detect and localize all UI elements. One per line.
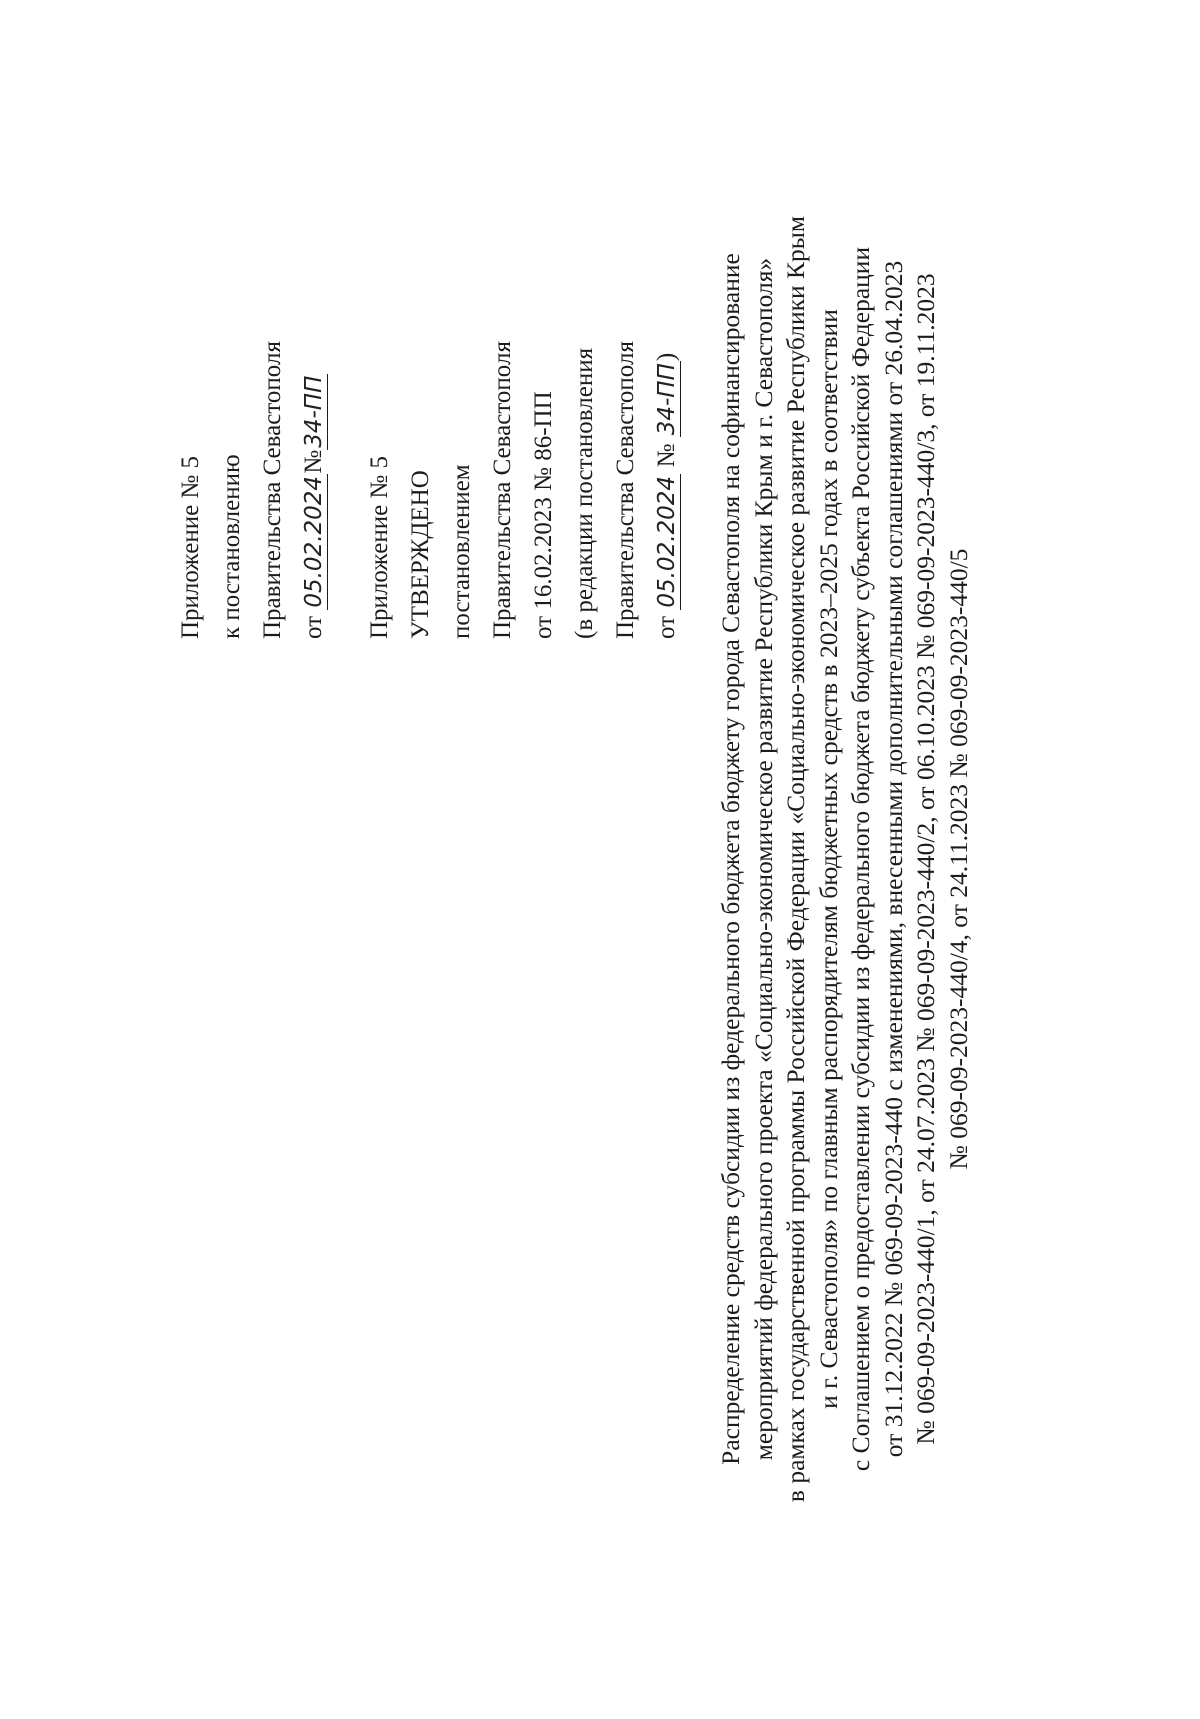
number-sign: № xyxy=(653,437,680,474)
title-line: мероприятий федерального проекта «Социально-экономическое развитие Республики Крым и г. Севастополя» xyxy=(748,257,778,1461)
revision-date-line xyxy=(646,119,687,639)
appendix-ref-line: к постановлению xyxy=(218,454,245,639)
number-sign: № xyxy=(300,449,327,474)
handwritten-number: 34-ПП xyxy=(654,363,680,436)
revision-issuer: Правительства Севастополя xyxy=(612,341,639,639)
appendix-issuer: Правительства Севастополя xyxy=(259,341,286,639)
original-resolution: от 16.02.2023 № 86-ПП xyxy=(530,391,557,639)
approved-appendix-title: Приложение № 5 xyxy=(366,455,393,639)
date-prefix: от xyxy=(653,609,680,639)
handwritten-date: 05.02.2024 xyxy=(654,474,681,610)
approved-by-line: постановлением xyxy=(448,464,475,639)
approved-stamp: УТВЕРЖДЕНО xyxy=(407,470,434,639)
document-title xyxy=(715,139,975,1579)
appendix-date-line xyxy=(293,119,334,639)
title-line: в рамках государственной программы Российской Федерации «Социально-экономическое развитие Республики Крым xyxy=(781,215,810,1503)
title-line: с Соглашением о предоставлении субсидии из федерального бюджета бюджету субъекта Российской Федерации xyxy=(846,246,875,1472)
title-line: № 069-09-2023-440/4, от 24.11.2023 № 069-09-2023-440/5 xyxy=(943,548,973,1170)
appendix-title: Приложение № 5 xyxy=(177,455,204,639)
title-line: Распределение средств субсидии из федерального бюджета бюджету города Севастополя на софинансирование xyxy=(716,253,745,1465)
title-line: от 31.12.2022 № 069-09-2023-440 с изменениями, внесенными дополнительными соглашениями от 26.04.2023 xyxy=(878,260,908,1458)
revision-note: (в редакции постановления xyxy=(571,347,598,639)
title-line: № 069-09-2023-440/1, от 24.07.2023 № 069-09-2023-440/2, от 06.10.2023 № 069-09-2023-440/3, от 19.11.2023 xyxy=(911,273,940,1445)
approved-issuer: Правительства Севастополя xyxy=(489,341,516,639)
closing-paren: ) xyxy=(653,352,680,362)
title-line: и г. Севастополя» по главным распорядителям бюджетных средств в 2023–2025 годах в соответствии xyxy=(813,309,843,1409)
handwritten-number: 34-ПП xyxy=(301,375,327,448)
appendix-block xyxy=(170,119,687,639)
handwritten-date: 05.02.2024 xyxy=(301,474,328,610)
date-prefix: от xyxy=(300,609,327,639)
